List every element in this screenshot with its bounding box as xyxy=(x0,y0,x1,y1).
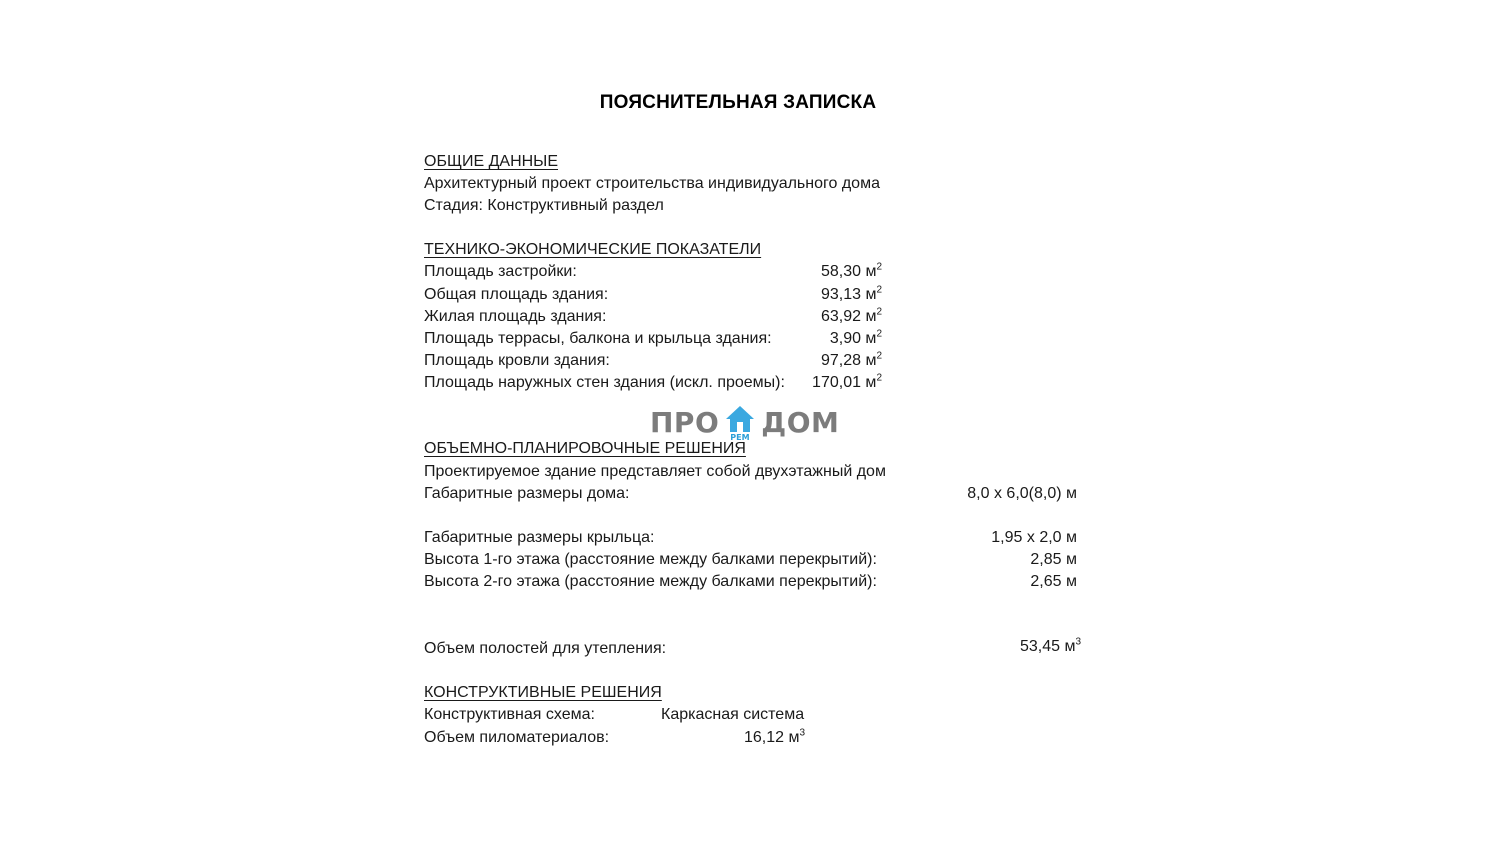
tep-value-5: 170,01 $м^2$ xyxy=(812,372,882,391)
insulation-value: 53,45 $м^3$ xyxy=(1019,636,1081,655)
section-heading-planning: ОБЪЕМНО-ПЛАНИРОВОЧНЫЕ РЕШЕНИЯ xyxy=(424,440,746,457)
planning-value-3: 2,65 м xyxy=(1030,573,1077,590)
lumber-label: Объем пиломатериалов: xyxy=(424,729,610,746)
planning-label-1: Габаритные размеры крыльца: xyxy=(424,529,655,546)
tep-label-0: Площадь застройки: xyxy=(424,263,577,280)
planning-label-3: Высота 2-го этажа (расстояние между балками перекрытий): xyxy=(424,573,877,590)
logo-right-text: ДОМ xyxy=(761,405,840,439)
tep-label-3: Площадь террасы, балкона и крыльца здания: xyxy=(424,330,772,347)
prodom-logo xyxy=(650,401,839,443)
general-line-1: Архитектурный проект строительства индивидуального дома xyxy=(424,175,880,192)
lumber-value: 16,12 $м^3$ xyxy=(743,727,805,746)
planning-value-2: 2,85 м xyxy=(1030,551,1077,568)
tep-label-4: Площадь кровли здания: xyxy=(424,352,610,369)
tep-value-2: 63,92 $м^2$ xyxy=(820,306,882,325)
planning-value-1: 1,95 х 2,0 м xyxy=(991,529,1077,546)
logo-small-text: РЕМ xyxy=(730,433,750,442)
tep-label-2: Жилая площадь здания: xyxy=(424,308,607,325)
insulation-label: Объем полостей для утепления: xyxy=(424,640,667,657)
tep-value-0: 58,30 $м^2$ xyxy=(820,261,882,280)
tep-value-1: 93,13 $м^2$ xyxy=(820,284,882,303)
section-heading-tep: ТЕХНИКО-ЭКОНОМИЧЕСКИЕ ПОКАЗАТЕЛИ xyxy=(424,241,762,258)
section-heading-constructive: КОНСТРУКТИВНЫЕ РЕШЕНИЯ xyxy=(424,684,662,701)
planning-label-0: Габаритные размеры дома: xyxy=(424,485,630,502)
general-line-2: Стадия: Конструктивный раздел xyxy=(424,197,664,214)
scheme-label: Конструктивная схема: xyxy=(424,706,595,723)
planning-label-2: Высота 1-го этажа (расстояние между балками перекрытий): xyxy=(424,551,877,568)
logo-left-text: ПРО xyxy=(650,405,720,439)
planning-line-1: Проектируемое здание представляет собой двухэтажный дом xyxy=(424,463,886,480)
planning-value-0: 8,0 х 6,0(8,0) м xyxy=(967,485,1077,502)
section-heading-general: ОБЩИЕ ДАННЫЕ xyxy=(424,153,559,170)
scheme-value: Каркасная система xyxy=(661,706,805,723)
tep-label-5: Площадь наружных стен здания (искл. проемы): xyxy=(424,374,785,391)
tep-value-3: 3,90 $м^2$ xyxy=(829,328,882,347)
tep-label-1: Общая площадь здания: xyxy=(424,286,609,303)
house-icon xyxy=(725,404,755,440)
document-title: ПОЯСНИТЕЛЬНАЯ ЗАПИСКА xyxy=(599,92,877,113)
tep-value-4: 97,28 $м^2$ xyxy=(820,350,882,369)
